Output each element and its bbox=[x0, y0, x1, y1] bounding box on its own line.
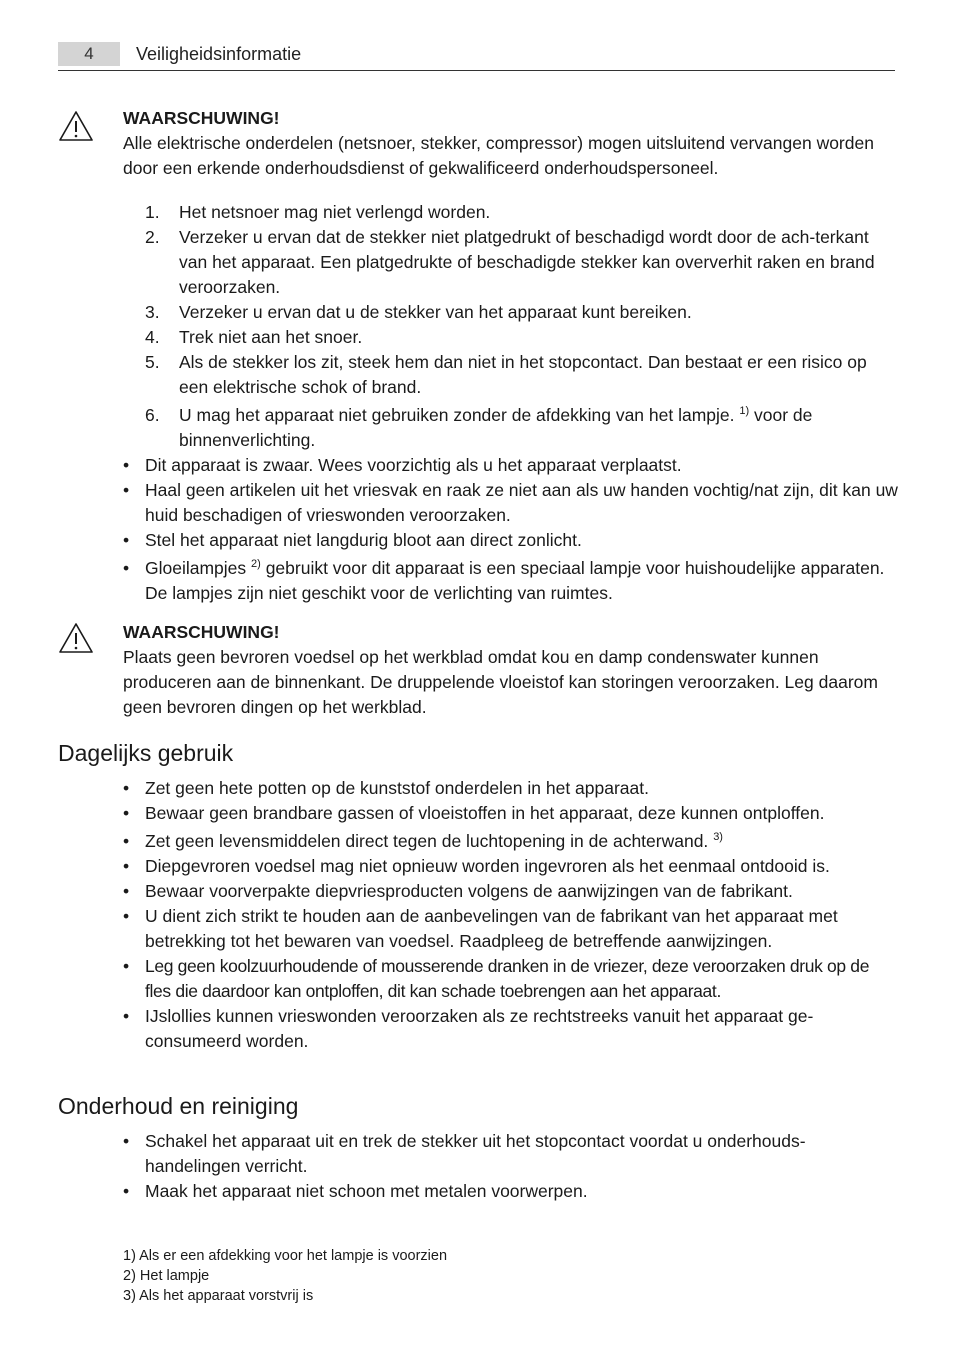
item-text: Gloeilampjes bbox=[145, 558, 247, 578]
footnote-ref: 2) bbox=[251, 558, 261, 570]
footnote-ref: 1) bbox=[739, 405, 750, 417]
bullet-list-maintenance bbox=[123, 1129, 898, 1204]
list-item bbox=[123, 1004, 898, 1054]
item-text-continued: gebruikt voor dit apparaat is een speciaal lampje voor huishoudelijke apparaten. De lampjes zijn niet geschikt voor de verlichting van ruimtes. bbox=[145, 558, 885, 603]
list-item bbox=[123, 225, 896, 300]
bullet-icon: • bbox=[123, 956, 130, 976]
bullet-icon: • bbox=[123, 455, 130, 475]
list-item bbox=[123, 829, 898, 854]
bullet-icon: • bbox=[123, 906, 130, 926]
bullet-list-safety bbox=[123, 453, 898, 606]
footnote-ref: 3) bbox=[713, 831, 723, 843]
item-text: Schakel het apparaat uit en trek de stekker uit het stopcontact voordat u onderhouds-handelingen verricht. bbox=[145, 1131, 806, 1176]
item-text: Leg geen koolzuurhoudende of mousserende dranken in de vriezer, deze veroorzaken druk op de fles die daardoor kan ontploffen, dit kan schade toebrengen aan het apparaat. bbox=[145, 956, 870, 1001]
item-text: Het netsnoer mag niet verlengd worden. bbox=[179, 202, 491, 222]
bullet-icon: • bbox=[123, 530, 130, 550]
bullet-icon: • bbox=[123, 778, 130, 798]
item-text: Maak het apparaat niet schoon met metalen voorwerpen. bbox=[145, 1181, 588, 1201]
bullet-icon: • bbox=[123, 480, 130, 500]
list-item bbox=[123, 478, 898, 528]
list-item bbox=[123, 904, 898, 954]
list-item bbox=[123, 1179, 898, 1204]
list-item bbox=[123, 556, 898, 606]
bullet-icon: • bbox=[123, 558, 130, 578]
list-item bbox=[123, 300, 896, 325]
bullet-icon: • bbox=[123, 831, 130, 851]
bullet-icon: • bbox=[123, 856, 130, 876]
list-item bbox=[123, 403, 896, 453]
item-text: Als de stekker los zit, steek hem dan niet in het stopcontact. Dan bestaat er een risico op een elektrische schok of brand. bbox=[179, 352, 867, 397]
list-item bbox=[123, 954, 898, 1004]
item-text: Zet geen levensmiddelen direct tegen de luchtopening in de achterwand. bbox=[145, 831, 709, 851]
list-item bbox=[123, 200, 896, 225]
item-number: 3. bbox=[145, 302, 160, 322]
item-text: Diepgevroren voedsel mag niet opnieuw worden ingevroren als het eenmaal ontdooid is. bbox=[145, 856, 830, 876]
page-title: Veiligheidsinformatie bbox=[136, 44, 302, 64]
list-item bbox=[123, 350, 896, 400]
item-text-continued: voor de binnenverlichting. bbox=[179, 405, 813, 450]
warning-block bbox=[123, 620, 898, 720]
page-header bbox=[58, 40, 895, 71]
bullet-icon: • bbox=[123, 881, 130, 901]
section-heading-daily-use: Dagelijks gebruik bbox=[58, 740, 234, 766]
item-text: IJslollies kunnen vrieswonden veroorzaken als ze rechtstreeks vanuit het apparaat ge-consumeerd worden. bbox=[145, 1006, 814, 1051]
item-text: U dient zich strikt te houden aan de aanbevelingen van de fabrikant van het apparaat met betrekking tot het bewaren van voedsel. Raadpleeg de betreffende aanwijzingen. bbox=[145, 906, 838, 951]
item-number: 1. bbox=[145, 202, 160, 222]
list-item bbox=[123, 1129, 898, 1179]
bullet-icon: • bbox=[123, 1006, 130, 1026]
item-text: Haal geen artikelen uit het vriesvak en raak ze niet aan als uw handen vochtig/nat zijn, dit kan uw huid beschadigen of vrieswonden veroorzaken. bbox=[145, 480, 898, 525]
bullet-icon: • bbox=[123, 803, 130, 823]
warning-triangle-icon bbox=[58, 622, 94, 654]
list-item bbox=[123, 528, 898, 553]
item-text: Bewaar voorverpakte diepvriesproducten volgens de aanwijzingen van de fabrikant. bbox=[145, 881, 793, 901]
footnote: 1) Als er een afdekking voor het lampje is voorzien bbox=[123, 1248, 448, 1264]
warning-text: Alle elektrische onderdelen (netsnoer, stekker, compressor) mogen uitsluitend vervangen worden door een erkende onderhoudsdienst of gekwalificeerd onderhoudspersoneel. bbox=[123, 133, 874, 178]
warning-title: WAARSCHUWING! bbox=[123, 622, 280, 642]
list-item bbox=[123, 453, 898, 478]
list-item bbox=[123, 879, 898, 904]
item-text: Zet geen hete potten op de kunststof onderdelen in het apparaat. bbox=[145, 778, 649, 798]
warning-title: WAARSCHUWING! bbox=[123, 108, 280, 128]
footnotes bbox=[123, 1246, 447, 1306]
warning-triangle-icon bbox=[58, 110, 94, 142]
warning-block bbox=[123, 106, 898, 181]
page-number: 4 bbox=[58, 42, 120, 66]
item-number: 2. bbox=[145, 227, 160, 247]
footnote: 3) Als het apparaat vorstvrij is bbox=[123, 1288, 314, 1304]
item-text: Bewaar geen brandbare gassen of vloeistoffen in het apparaat, deze kunnen ontploffen. bbox=[145, 803, 825, 823]
list-item bbox=[123, 854, 898, 879]
bullet-list-daily-use bbox=[123, 776, 898, 1054]
item-text: Stel het apparaat niet langdurig bloot aan direct zonlicht. bbox=[145, 530, 582, 550]
item-number: 5. bbox=[145, 352, 160, 372]
item-number: 6. bbox=[145, 405, 160, 425]
list-item bbox=[123, 801, 898, 826]
item-text: Verzeker u ervan dat u de stekker van het apparaat kunt bereiken. bbox=[179, 302, 692, 322]
item-text: U mag het apparaat niet gebruiken zonder de afdekking van het lampje. bbox=[179, 405, 735, 425]
item-text: Verzeker u ervan dat de stekker niet platgedrukt of beschadigd wordt door de ach-terkant van het apparaat. Een platgedrukte of beschadigde stekker kan oververhit raken en brand veroorzaken. bbox=[179, 227, 875, 297]
warning-text: Plaats geen bevroren voedsel op het werkblad omdat kou en damp condenswater kunnen produceren aan de binnenkant. De druppelende vloeistof kan storingen veroorzaken. Leg daarom geen bevroren dingen op het werkblad. bbox=[123, 647, 878, 717]
list-item bbox=[123, 325, 896, 350]
item-number: 4. bbox=[145, 327, 160, 347]
bullet-icon: • bbox=[123, 1181, 130, 1201]
list-item bbox=[123, 776, 898, 801]
item-text: Trek niet aan het snoer. bbox=[179, 327, 363, 347]
section-heading-maintenance: Onderhoud en reiniging bbox=[58, 1093, 299, 1119]
item-text: Dit apparaat is zwaar. Wees voorzichtig als u het apparaat verplaatst. bbox=[145, 455, 682, 475]
footnote: 2) Het lampje bbox=[123, 1268, 210, 1284]
numbered-list bbox=[123, 200, 896, 453]
bullet-icon: • bbox=[123, 1131, 130, 1151]
